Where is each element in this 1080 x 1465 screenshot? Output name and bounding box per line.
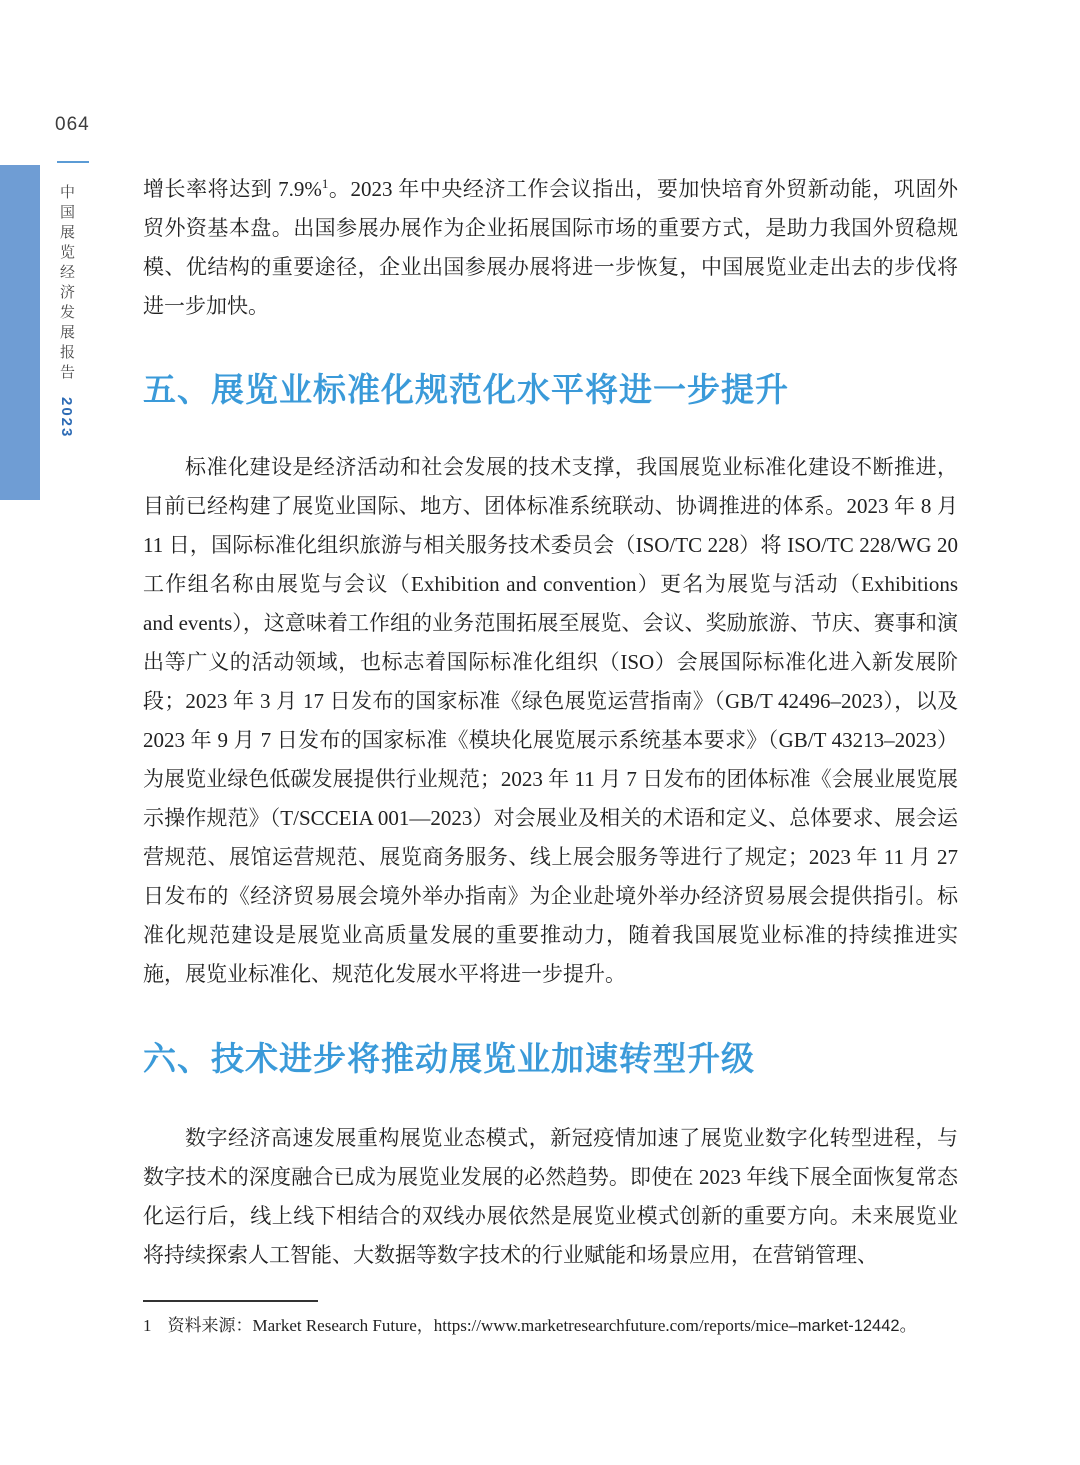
sidebar-accent-bar bbox=[0, 165, 40, 500]
main-text-column bbox=[143, 170, 958, 1275]
section-5-paragraph: 标准化建设是经济活动和社会发展的技术支撑，我国展览业标准化建设不断推进，目前已经构建了展览业国际、地方、团体标准系统联动、协调推进的体系。2023 年 8 月 11 日，国际标准化组织旅游与相关服务技术委员会（ISO/TC 228）将 ISO/TC 228/WG 20 工作组名称由展览与会议（Exhibition and convention）更名为展览与活动（Exhibitions and events），这意味着工作组的业务范围拓展至展览、会议、奖励旅游、节庆、赛事和演出等广义的活动领域，也标志着国际标准化组织（ISO）会展国际标准化进入新发展阶段；2023 年 3 月 17 日发布的国家标准《绿色展览运营指南》（GB/T 42496–2023），以及 2023 年 9 月 7 日发布的国家标准《模块化展览展示系统基本要求》（GB/T 43213–2023）为展览业绿色低碳发展提供行业规范；2023 年 11 月 7 日发布的团体标准《会展业展览展示操作规范》（T/SCCEIA 001—2023）对会展业及相关的术语和定义、总体要求、展会运营规范、展馆运营规范、展览商务服务、线上展会服务等进行了规定；2023 年 11 月 27 日发布的《经济贸易展会境外举办指南》为企业赴境外举办经济贸易展会提供指引。标准化规范建设是展览业高质量发展的重要推动力，随着我国展览业标准的持续推进实施，展览业标准化、规范化发展水平将进一步提升。 bbox=[143, 455, 958, 986]
section-6-paragraph: 数字经济高速发展重构展览业态模式，新冠疫情加速了展览业数字化转型进程，与数字技术的深度融合已成为展览业发展的必然趋势。即使在 2023 年线下展全面恢复常态化运行后，线上线下相结合的双线办展依然是展览业模式创新的重要方向。未来展览业将持续探索人工智能、大数据等数字技术的行业赋能和场景应用，在营销管理、 bbox=[143, 1126, 958, 1267]
paragraph-intro-text-continued: 。2023 年中央经济工作会议指出，要加快培育外贸新动能，巩固外贸外资基本盘。出国参展办展作为企业拓展国际市场的重要方式，是助力我国外贸稳规模、优结构的重要途径，企业出国参展办展将进一步恢复，中国展览业走出去的步伐将进一步加快。 bbox=[143, 177, 958, 318]
footnote-1 bbox=[143, 1314, 958, 1338]
section-5-heading: 五、展览业标准化规范化水平将进一步提升 bbox=[143, 371, 789, 408]
sidebar-report-year: 2023 bbox=[58, 397, 75, 439]
footnote-1-period: 。 bbox=[899, 1316, 917, 1335]
footnote-separator-rule bbox=[143, 1300, 318, 1302]
page-number: 064 bbox=[55, 114, 90, 135]
paragraph-intro bbox=[143, 170, 958, 326]
section-6-heading: 六、技术进步将推动展览业加速转型升级 bbox=[143, 1040, 755, 1077]
footnote-1-marker: 1 bbox=[143, 1316, 152, 1335]
footnote-1-source-text: 资料来源：Market Research Future，https://www.marketresearchfuture.com/reports/mice bbox=[167, 1316, 789, 1335]
sidebar-report-title-text: 中国展览经济发展报告 bbox=[58, 184, 75, 384]
paragraph-intro-text: 增长率将达到 7.9% bbox=[143, 177, 322, 201]
footnote-1-url-suffix: –market-12442 bbox=[788, 1317, 900, 1335]
sidebar-report-title bbox=[56, 184, 77, 439]
page-number-underline bbox=[57, 161, 89, 163]
footnote-block bbox=[143, 1300, 958, 1338]
footnote-reference-1: 1 bbox=[321, 176, 329, 191]
